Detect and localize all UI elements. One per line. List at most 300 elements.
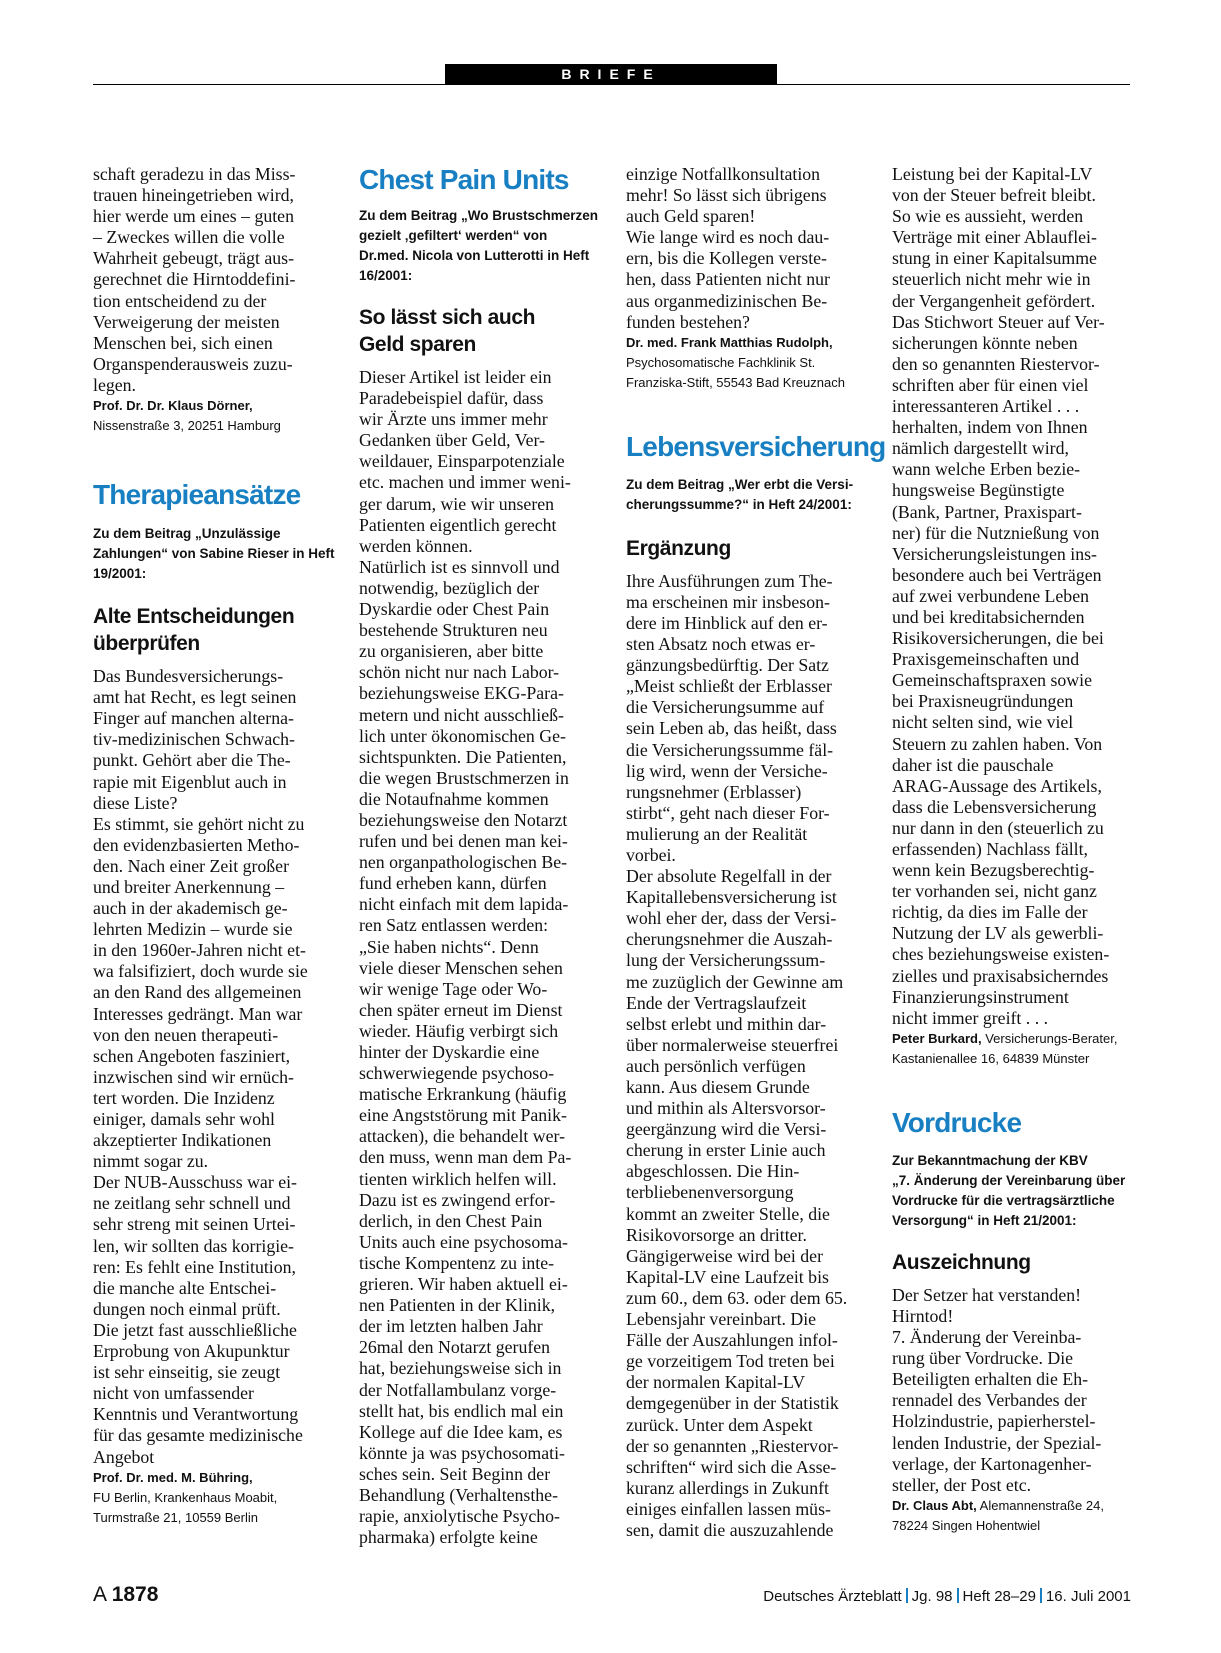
text-line: Zahlungen“ von Sabine Rieser in Heft [93,546,335,562]
letter-signature [892,1029,1130,1069]
text-line: „7. Änderung der Vereinbarung über [892,1172,1126,1188]
author-name: Dr. Claus Abt, [892,1497,977,1513]
spacer [93,584,331,603]
text-line: der Vergangenheit gefördert. [892,290,1096,311]
text-line: Steuern zu zahlen haben. Von [892,733,1103,754]
text-line: tienten wirklich helfen will. [359,1168,557,1189]
text-line: Alte Entscheidungen [93,605,295,629]
letter-body [626,164,864,333]
text-line: auch Geld sparen! [626,206,756,227]
text-line: 26mal den Notarzt gerufen [359,1337,551,1358]
text-line: lig wird, wenn der Versiche- [626,760,828,781]
spacer [892,1139,1130,1151]
text-line: tische Kompentenz zu inte- [359,1252,555,1273]
signature-line [892,1496,1130,1516]
text-line: wann welche Erben bezie- [892,459,1081,480]
author-address: Franziska-Stift, 55543 Bad Kreuznach [626,374,845,390]
text-line: gezielt ‚gefiltert‘ werden“ von [359,228,548,243]
text-line: sehr streng mit seinen Urtei- [93,1214,296,1235]
spacer [359,358,597,367]
text-line: kuranz allerdings in Zukunft [626,1477,829,1498]
text-line: akzeptierter Indikationen [93,1130,272,1151]
page-number [93,1583,158,1607]
text-line: wohl eher der, dass der Versi- [626,908,837,929]
text-line: der im letzten halben Jahr [359,1316,543,1337]
text-line: rungsnehmer (Erblasser) [626,781,802,802]
text-line: wir wenige Tage oder Wo- [359,978,548,999]
text-line: rapie, anxiolytische Psycho- [359,1506,560,1527]
text-line: Zu dem Beitrag „Wo Brustschmerzen [359,208,599,223]
separator [906,1588,908,1603]
text-line: von den neuen therapeuti- [93,1024,279,1045]
spacer [359,196,597,206]
text-line: Menschen bei, sich einen [93,332,273,353]
text-line: zum 60., dem 63. oder dem 65. [626,1287,848,1308]
text-line: der normalen Kapital-LV [626,1372,806,1393]
letter-intro [359,206,597,286]
text-line: metern und nicht ausschließ- [359,704,564,725]
text-line: lenden Industrie, der Spezial- [892,1432,1102,1453]
text-line: tiv-medizinischen Schwach- [93,729,295,750]
text-line: gerechnet die Hirntoddefini- [93,269,296,290]
text-line: verlage, der Kartonagenher- [892,1453,1092,1474]
text-line: ma erscheinen mir insbeson- [626,591,830,612]
page-prefix: A [93,1583,112,1606]
text-line: ern, bis die Kollegen verste- [626,248,827,269]
text-line: notwendig, bezüglich der [359,577,540,598]
text-line: rapie mit Eigenblut auch in [93,771,287,792]
text-line: steuerlich nicht mehr wie in [892,269,1091,290]
text-line: die Versicherungssumme fäl- [626,739,834,760]
text-line: cherungssumme?“ in Heft 24/2001: [626,496,852,512]
text-line: attacken), die behandelt wer- [359,1126,565,1147]
text-line: auch in der akademisch ge- [93,898,288,919]
text-line: an den Rand des allgemeinen [93,982,302,1003]
text-line: ist sehr einseitig, sie zeugt [93,1362,281,1383]
author-name: Prof. Dr. Dr. Klaus Dörner, [93,398,253,414]
text-line: Paradebeispiel dafür, dass [359,388,544,409]
text-line: Dieser Artikel ist leider ein [359,367,552,387]
text-line: rennadel des Verbandes der [892,1390,1087,1411]
text-line: me zuzüglich der Gewinne am [626,971,844,992]
text-line: Der Setzer hat verstanden! [892,1284,1082,1305]
text-line: Holzindustrie, papierherstel- [892,1411,1096,1432]
text-line: ger darum, wie wir unseren [359,493,555,514]
signature-line [93,1508,331,1528]
text-line: abgeschlossen. Die Hin- [626,1161,800,1182]
letter-intro [626,475,864,515]
text-line: Der absolute Regelfall in der [626,866,832,887]
text-line: (Bank, Partner, Praxispart- [892,501,1082,522]
text-line: Vordrucke für die vertragsärztliche [892,1192,1115,1208]
text-line: gänzungsbedürftig. Der Satz [626,655,829,676]
letter-body [892,1285,1130,1496]
text-line: beziehungsweise EKG-Para- [359,683,564,704]
text-line: über normalerweise steuerfrei [626,1034,839,1055]
text-line: Kollege auf die Idee kam, es [359,1421,563,1442]
journal-issue: Heft 28–29 [962,1588,1036,1605]
separator [1040,1588,1042,1603]
signature-line [892,1029,1130,1049]
column-1 [93,164,335,1528]
text-line: matische Erkrankung (häufig [359,1084,567,1105]
text-line: schwerwiegende psychoso- [359,1063,555,1084]
text-line: Das Bundesversicherungs- [93,666,284,687]
text-line: Natürlich ist es sinnvoll und [359,556,560,577]
text-line: weildauer, Einsparpotenziale [359,451,565,472]
text-line: Finger auf manchen alterna- [93,708,294,729]
text-line: könnte ja was psychosomati- [359,1442,565,1463]
text-line: sches sein. Seit Beginn der [359,1463,551,1484]
spacer [892,1069,1130,1107]
letter-signature [626,333,864,393]
text-line: die Notaufnahme kommen [359,788,549,809]
column-3 [626,164,886,1541]
text-line: der Notfallambulanz vorge- [359,1379,557,1400]
text-line: mulierung an der Realität [626,823,808,844]
text-line: viele dieser Menschen sehen [359,957,563,978]
text-line: wir Ärzte uns immer mehr [359,409,548,430]
text-line: auf zwei verbundene Leben [892,585,1089,606]
signature-line [892,1516,1130,1536]
spacer [93,436,331,479]
letter-headline [626,535,864,562]
text-line: demgegenüber in der Statistik [626,1393,839,1414]
text-line: derlich, in den Chest Pain [359,1210,543,1231]
text-line: sten Absatz noch etwas er- [626,634,816,655]
spacer [626,515,864,535]
letter-body [892,164,1130,1029]
text-line: eine Angststörung mit Panik- [359,1105,567,1126]
text-line: chen später erneut im Dienst [359,999,563,1020]
letter-body [93,666,331,1468]
author-address: Kastanienallee 16, 64839 Münster [892,1050,1090,1066]
letter-intro [93,524,335,584]
text-line: So wie es aussieht, werden [892,206,1084,227]
text-line: Dyskardie oder Chest Pain [359,599,550,620]
text-line: den. Nach einer Zeit großer [93,855,289,876]
letter-section-title: Chest Pain Units [359,164,569,195]
text-line: pharmaka) erfolgte keine [359,1527,538,1548]
text-line: werden können. [359,535,473,556]
text-line: fund erheben kann, dürfen [359,873,547,894]
text-line: den evidenzbasierten Metho- [93,834,300,855]
section-label: BRIEFE [445,64,777,85]
text-line: lich unter ökonomischen Ge- [359,725,566,746]
text-line: nimmt sogar zu. [93,1151,209,1172]
text-line: herhalten, indem von Ihnen [892,417,1088,438]
author-address: Alemannenstraße 24, [976,1497,1104,1513]
text-line: ter vorhanden sei, nicht ganz [892,881,1097,902]
text-line: Risikovorsorge an dritter. [626,1224,807,1245]
text-line: Gängigerweise wird bei der [626,1245,824,1266]
text-line: zielles und praxisabsicherndes [892,965,1109,986]
text-line: funden bestehen? [626,311,750,332]
author-address: Versicherungs-Berater, [981,1030,1118,1046]
author-name: Prof. Dr. med. M. Bühring, [93,1469,253,1485]
text-line: Organspenderausweis zuzu- [93,353,293,374]
text-line: Ende der Vertragslaufzeit [626,992,807,1013]
text-line: Dazu ist es zwingend erfor- [359,1189,556,1210]
text-line: sen, damit die auszuzahlende [626,1519,834,1540]
text-line: nur dann in den (steuerlich zu [892,817,1104,838]
text-line: etc. machen und immer weni- [359,472,571,493]
text-line: schriften aber für einen viel [892,374,1089,395]
signature-line [626,333,864,353]
text-line: schen Angeboten fasziniert, [93,1045,291,1066]
text-line: Erprobung von Akupunktur [93,1341,290,1362]
author-address: FU Berlin, Krankenhaus Moabit, [93,1489,278,1505]
journal-name: Deutsches Ärzteblatt [763,1588,902,1605]
text-line: selbst erlebt und mithin dar- [626,1013,827,1034]
text-line: rufen und bei denen man kei- [359,831,568,852]
text-line: wenn kein Bezugsberechtig- [892,860,1095,881]
journal-info [763,1588,1131,1605]
text-line: nicht immer greift . . . [892,1007,1049,1028]
text-line: dungen noch einmal prüft. [93,1298,281,1319]
text-line: nen organpathologischen Be- [359,852,568,873]
letter-body [359,367,597,1548]
text-line: überprüfen [93,632,200,656]
text-line: sichtspunkten. Die Patienten, [359,746,567,767]
text-line: interessanteren Artikel . . . [892,396,1080,417]
text-line: nicht von umfassender [93,1383,254,1404]
column-4 [892,164,1130,1536]
spacer [93,511,331,524]
separator [957,1588,959,1603]
text-line: Lebensjahr vereinbart. Die [626,1309,817,1330]
text-line: nicht einfach mit dem lapida- [359,894,569,915]
text-line: legen. [93,374,136,395]
text-line: der so genannten „Riestervor- [626,1435,839,1456]
text-line: Ergänzung [626,536,731,560]
journal-date: 16. Juli 2001 [1045,1588,1131,1605]
text-line: 16/2001: [359,268,413,283]
author-address: Psychosomatische Fachklinik St. [626,354,816,370]
text-line: die manche alte Entschei- [93,1277,277,1298]
text-line: Interesses gedrängt. Man war [93,1003,303,1024]
text-line: Gemeinschaftspraxen sowie [892,670,1092,691]
text-line: schriften“ wird sich die Asse- [626,1456,837,1477]
signature-line [626,353,864,373]
text-line: einiger, damals sehr wohl [93,1109,275,1129]
text-line: erfassenden) Nachlass fällt, [892,839,1089,859]
journal-volume: Jg. 98 [911,1588,953,1605]
text-line: Es stimmt, sie gehört nicht zu [93,813,305,834]
text-line: Behandlung (Verhaltensthe- [359,1484,558,1505]
author-address: 78224 Singen Hohentwiel [892,1517,1041,1533]
signature-line [626,373,864,393]
text-line: und breiter Anerkennung – [93,876,285,897]
text-line: Zur Bekanntmachung der KBV [892,1152,1088,1168]
spacer [626,562,864,571]
text-line: Units auch eine psychosoma- [359,1231,568,1252]
text-line: und mithin als Altersvorsor- [626,1098,826,1119]
letter-signature [93,1468,331,1528]
text-line: ARAG-Aussage des Artikels, [892,775,1102,796]
text-line: hier werde um eines – guten [93,206,294,227]
text-line: Auszeichnung [892,1250,1031,1274]
text-line: für das gesamte medizinische [93,1425,303,1446]
text-line: amt hat Recht, es legt seinen [93,687,297,708]
text-line: Risikoversicherungen, die bei [892,628,1104,649]
text-line: Angebot [93,1446,155,1467]
author-address: Nissenstraße 3, 20251 Hamburg [93,418,281,434]
spacer [93,657,331,666]
text-line: cherung in erster Linie auch [626,1140,826,1161]
text-line: von der Steuer befreit bleibt. [892,185,1096,206]
text-line: ner) für die Nutznießung von [892,522,1100,543]
text-line: Beteiligten erhalten die Eh- [892,1369,1089,1390]
spacer [892,1276,1130,1285]
letter-body [93,164,331,396]
text-line: kommt an zweiter Stelle, die [626,1203,830,1224]
letter-section-title: Lebensversicherung [626,430,886,462]
text-line: nämlich dargestellt wird, [892,438,1069,459]
text-line: vorbei. [626,844,676,865]
author-name: Dr. med. Frank Matthias Rudolph, [626,334,833,350]
text-line: ren: Es fehlt eine Institution, [93,1256,296,1277]
text-line: len, wir sollten das korrigie- [93,1235,294,1256]
text-line: trauen hineingetrieben wird, [93,185,294,206]
text-line: zurück. Unter dem Aspekt [626,1414,813,1435]
page-number-value: 1878 [111,1583,159,1606]
text-line: Versorgung“ in Heft 21/2001: [892,1212,1077,1228]
text-line: inzwischen sind wir ernüch- [93,1066,294,1087]
signature-line [93,1468,331,1488]
text-line: ne zeitlang sehr schnell und [93,1193,291,1214]
letter-body [626,571,864,1541]
text-line: sein Leben ab, das heißt, dass [626,718,837,739]
text-line: So lässt sich auch [359,306,536,329]
text-line: wa falsifiziert, doch wurde sie [93,961,308,982]
text-line: Das Stichwort Steuer auf Ver- [892,311,1105,332]
text-line: dere im Hinblick auf den er- [626,612,828,633]
letter-headline [93,603,331,657]
text-line: nicht selten sind, wie viel [892,712,1074,733]
text-line: die wegen Brustschmerzen in [359,767,569,788]
text-line: die Versicherungsumme auf [626,697,825,718]
text-line: hen, dass Patienten nicht nur [626,269,830,290]
letter-headline [359,304,597,358]
text-line: mehr! So lässt sich übrigens [626,185,827,206]
spacer [626,463,864,475]
text-line: Patienten eigentlich gerecht [359,514,557,535]
signature-line [93,396,331,416]
text-line: Zu dem Beitrag „Unzulässige [93,526,281,542]
text-line: stellt hat, bis endlich mal ein [359,1400,564,1421]
text-line: Die jetzt fast ausschließliche [93,1319,297,1340]
text-line: cherungsnehmer die Auszah- [626,929,833,950]
text-line: Nutzung der LV als gewerbli- [892,923,1104,944]
text-line: einiges einfallen lassen müs- [626,1498,831,1519]
text-line: den muss, wenn man dem Pa- [359,1147,572,1168]
text-line: hat, beziehungsweise sich in [359,1358,562,1379]
spacer [359,286,597,304]
text-line: in den 1960er-Jahren nicht et- [93,940,306,961]
letter-section-title: Therapieansätze [93,479,301,511]
text-line: Praxisgemeinschaften und [892,649,1080,670]
text-line: Versicherungsleistungen ins- [892,543,1097,564]
signature-line [93,1488,331,1508]
text-line: Verträge mit einer Ablauflei- [892,227,1097,248]
text-line: ches beziehungsweise existen- [892,944,1110,965]
text-line: daher ist die pauschale [892,754,1054,775]
letter-section-title: Vordrucke [892,1106,1022,1138]
author-name: Peter Burkard, [892,1030,982,1046]
text-line: Finanzierungsinstrument [892,986,1069,1007]
text-line: ge vorzeitigem Tod treten bei [626,1351,835,1372]
text-line: Ihre Ausführungen zum The- [626,570,833,591]
signature-line [93,416,331,436]
text-line: lehrten Medizin – wurde sie [93,919,293,940]
text-line: beziehungsweise den Notarzt [359,809,568,830]
text-line: tert worden. Die Inzidenz [93,1087,275,1108]
text-line: Kapital-LV eine Laufzeit bis [626,1266,829,1287]
text-line: – Zweckes willen die volle [93,227,285,248]
text-line: „Meist schließt der Erblasser [626,676,832,697]
text-line: schön nicht nur nach Labor- [359,662,560,683]
text-line: Der NUB-Ausschuss war ei- [93,1172,297,1193]
text-line: schaft geradezu in das Miss- [93,164,296,184]
text-line: Fälle der Auszahlungen infol- [626,1330,838,1351]
text-line: aus organmedizinischen Be- [626,290,828,311]
text-line: bestehende Strukturen neu [359,620,548,641]
text-line: einzige Notfallkonsultation [626,164,821,184]
text-line: terbliebenenversorgung [626,1182,794,1203]
text-line: nen Patienten in der Klinik, [359,1295,556,1316]
text-line: Gedanken über Geld, Ver- [359,430,545,451]
text-line: Kenntnis und Verantwortung [93,1404,299,1425]
author-address: Turmstraße 21, 10559 Berlin [93,1509,258,1525]
text-line: den so genannten Riestervor- [892,353,1100,374]
text-line: dass die Lebensversicherung [892,796,1097,817]
text-line: Dr.med. Nicola von Lutterotti in Heft [359,248,590,263]
text-line: Kapitallebensversicherung ist [626,887,837,908]
text-line: rung über Vordrucke. Die [892,1348,1074,1369]
letter-headline [892,1249,1130,1276]
text-line: 19/2001: [93,566,147,582]
column-2 [359,164,597,1548]
text-line: ren Satz entlassen werden: [359,915,549,936]
text-line: punkt. Gehört aber die The- [93,750,291,771]
text-line: zu organisieren, aber bitte [359,641,544,662]
text-line: kann. Aus diesem Grunde [626,1077,810,1097]
text-line: und bei kreditabsichernden [892,606,1085,627]
text-line: stung in einer Kapitalsumme [892,248,1097,269]
text-line: Leistung bei der Kapital-LV [892,164,1093,184]
text-line: Verweigerung der meisten [93,311,280,332]
text-line: grieren. Wir haben aktuell ei- [359,1274,568,1295]
text-line: tion entscheidend zu der [93,290,267,311]
text-line: Zu dem Beitrag „Wer erbt die Versi- [626,476,854,492]
text-line: auch persönlich verfügen [626,1055,806,1076]
text-line: stirbt“, geht nach dieser For- [626,802,830,823]
text-line: Hirntod! [892,1305,954,1326]
letter-intro [892,1151,1130,1231]
text-line: hinter der Dyskardie eine [359,1042,540,1062]
text-line: Geld sparen [359,333,476,356]
text-line: „Sie haben nichts“. Denn [359,936,539,957]
text-line: geergänzung wird die Versi- [626,1119,827,1140]
text-line: Wie lange wird es noch dau- [626,227,830,248]
letter-signature [892,1496,1130,1536]
text-line: sicherungen könnte neben [892,332,1078,353]
spacer [626,393,864,431]
letter-signature [93,396,331,436]
signature-line [892,1049,1130,1069]
text-line: 7. Änderung der Vereinba- [892,1327,1082,1348]
